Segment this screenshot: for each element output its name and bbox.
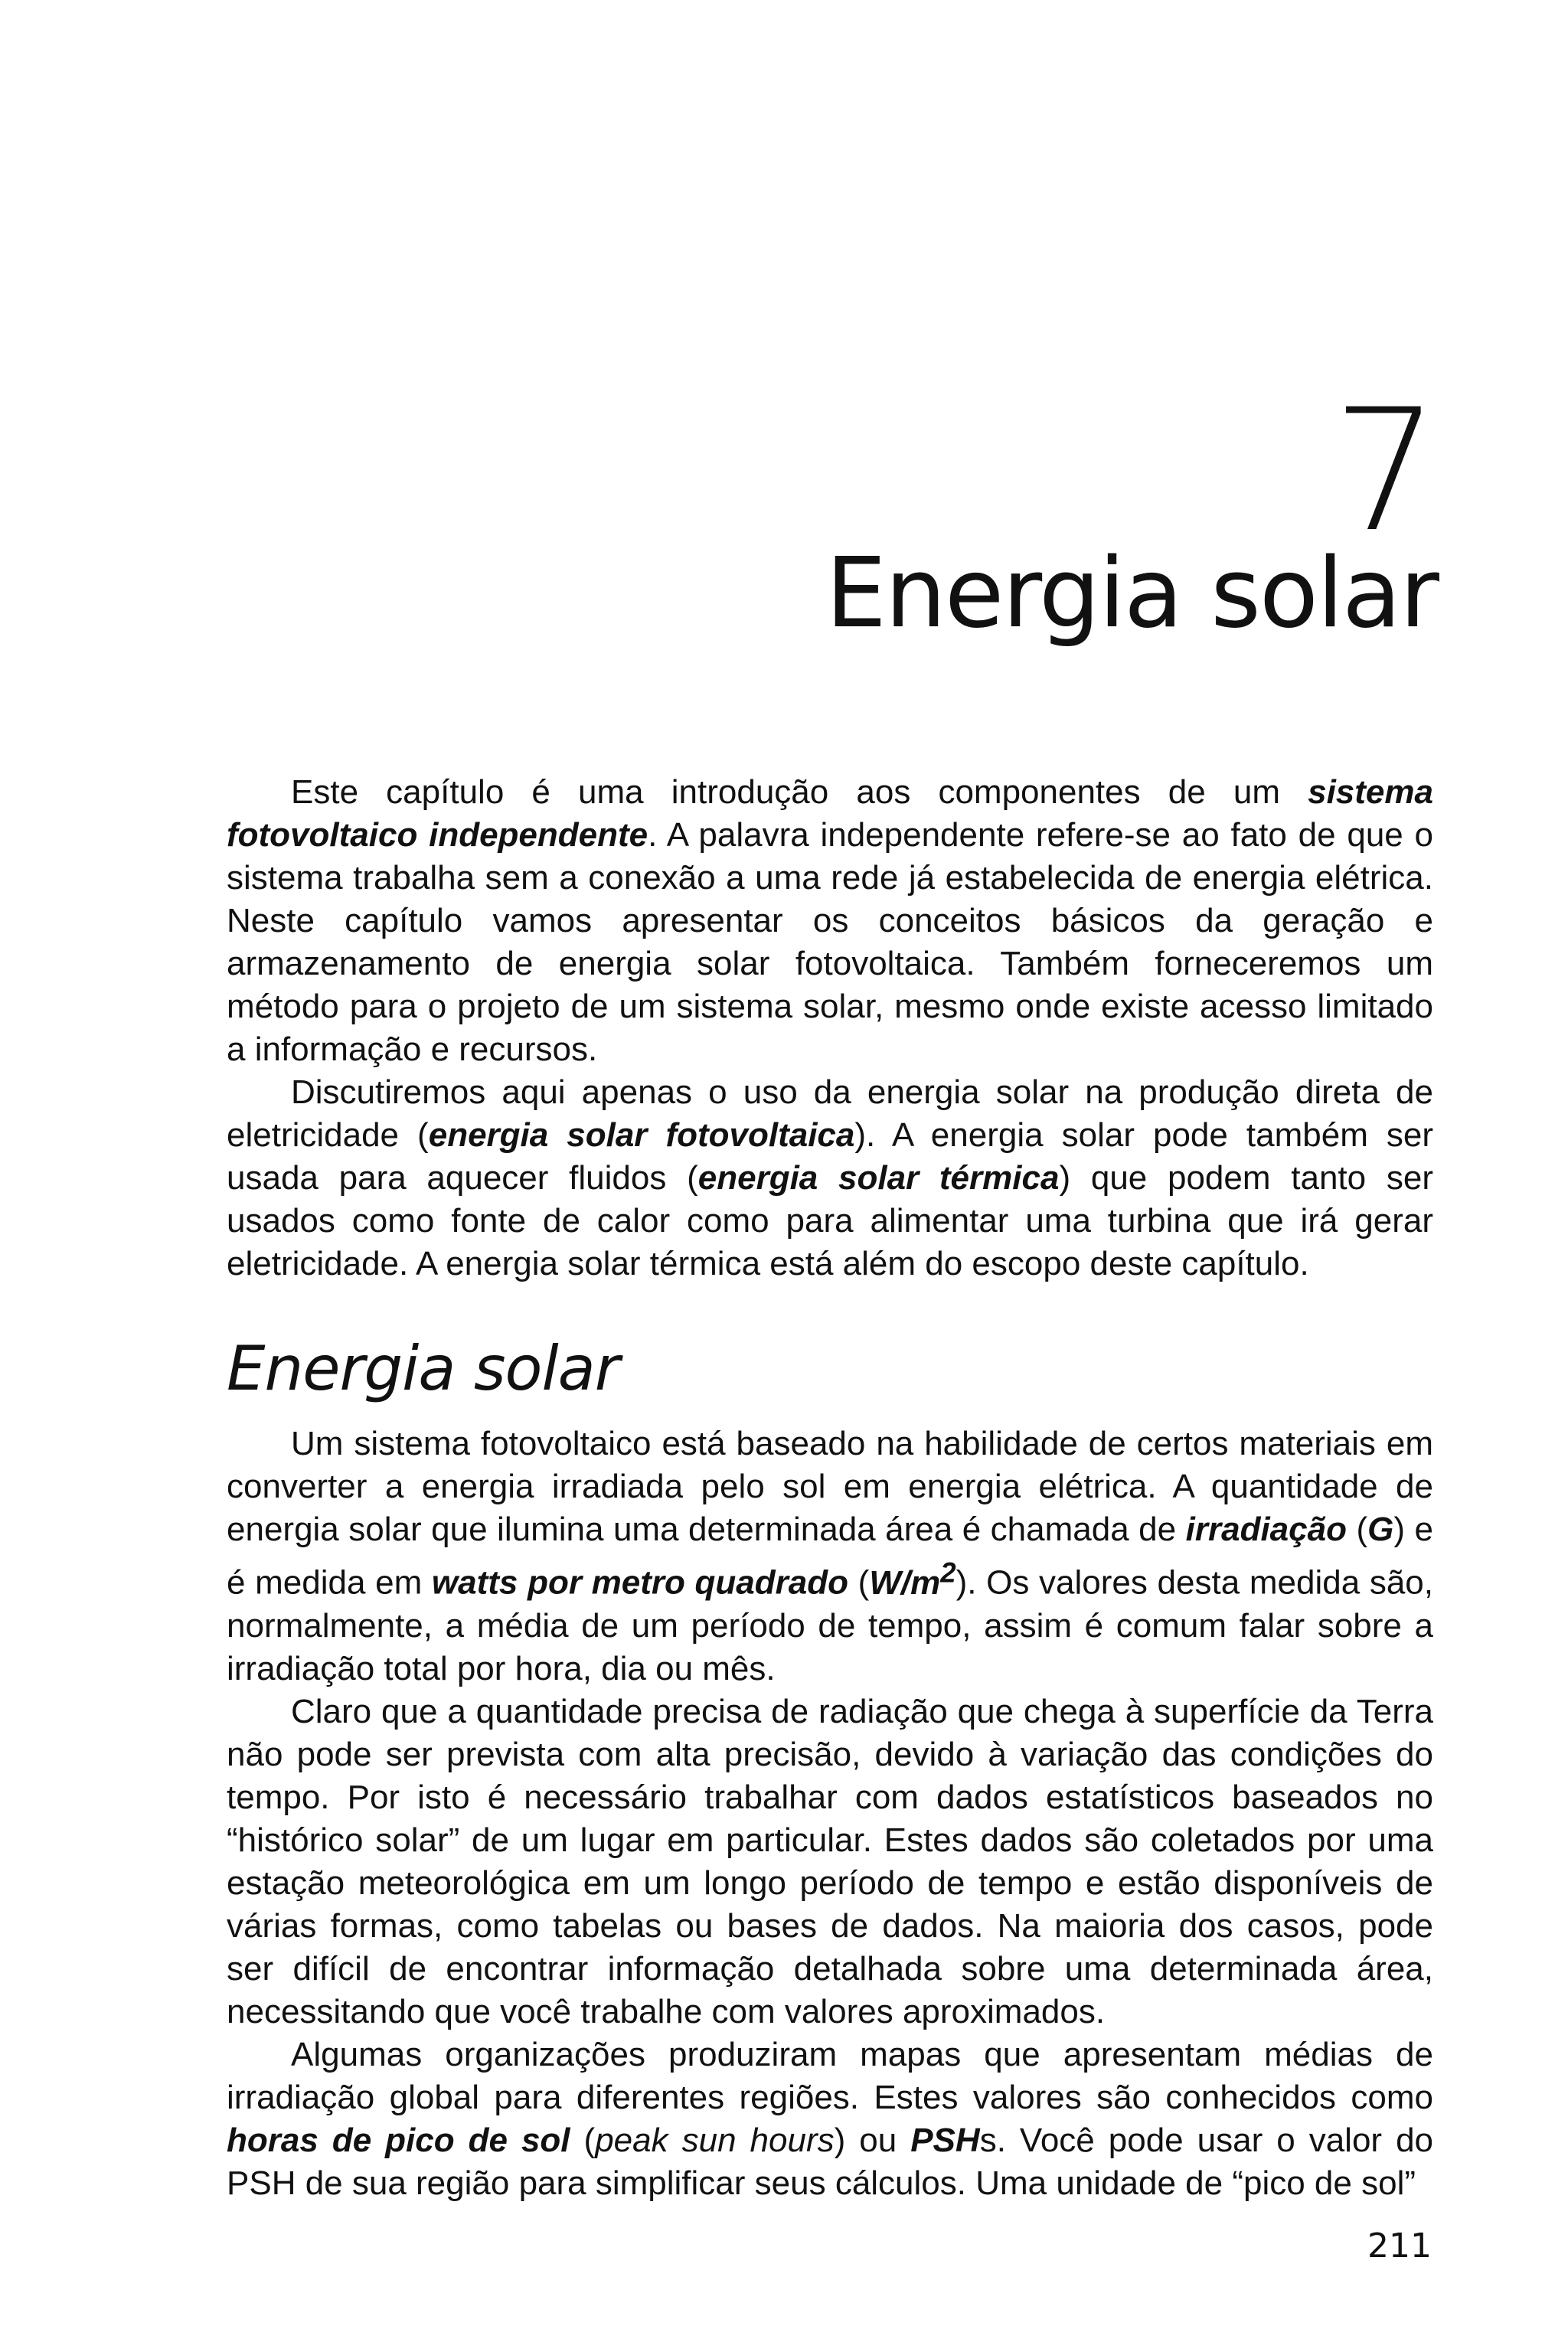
section-heading: Energia solar [227, 1333, 619, 1404]
text-run: s. Você pode usar o valor do PSH de sua região para simplificar seus cálculos. Uma unidade de “pico de sol” [227, 2121, 1434, 2202]
text-run: . A palavra independente refere-se ao fato de que o sistema trabalha sem a conexão a uma rede já estabelecida de energia elétrica. Neste capítulo vamos apresentar os conceitos básicos da geração e armazenamento de energia solar fotovoltaica. Também forneceremos um método para o projeto de um sistema solar, mesmo onde existe acesso limitado a informação e recursos. [227, 816, 1433, 1068]
text-run: ). Os valores desta medida são, normalmente, a média de um período de tempo, assim é comum falar sobre a irradiação total por hora, dia ou mês. [227, 1563, 1433, 1687]
text-run: Este capítulo é uma introdução aos componentes de um [291, 773, 1308, 811]
text-run: ) ou [834, 2121, 911, 2159]
term-watts-por-metro-quadrado: watts por metro quadrado [431, 1563, 848, 1602]
term-g-symbol: G [1367, 1511, 1394, 1548]
term-sistema-fotovoltaico-independente: sistema fotovoltaico independente [227, 773, 1433, 854]
term-psh: PSH [910, 2121, 980, 2159]
text-run: Claro que a quantidade precisa de radiação que chega à superfície da Terra não pode ser prevista com alta precisão, devido à variação das condições do tempo. Por isto é necessário trabalhar com dados estatísticos baseados no “histórico solar” de um lugar em particular. Estes dados são coletados por uma estação meteorológica em um longo período de tempo e estão disponíveis de várias formas, como tabelas ou bases de dados. Na maioria dos casos, pode ser difícil de encontrar informação detalhada sobre uma determinada área, necessitando que você trabalhe com valores aproximados. [227, 1692, 1433, 2030]
text-run: ( [1346, 1511, 1368, 1548]
section-energia-solar [227, 1333, 1434, 2205]
text-run: ). A energia solar pode também ser usada para aquecer fluidos ( [227, 1116, 1433, 1197]
chapter-title: Energia solar [825, 537, 1438, 649]
text-run: Discutiremos aqui apenas o uso da energia solar na produção direta de eletricidade ( [227, 1073, 1433, 1154]
term-irradiacao: irradiação [1185, 1511, 1347, 1548]
term-horas-de-pico-de-sol: horas de pico de sol [227, 2121, 570, 2159]
unit-exponent: 2 [940, 1557, 956, 1588]
text-run: ( [570, 2121, 596, 2159]
term-unit-w-m2 [869, 1557, 956, 1602]
chapter-number: 7 [1332, 373, 1438, 569]
intro-paragraph-1 [227, 771, 1433, 1071]
page-number: 211 [1367, 2226, 1432, 2265]
term-peak-sun-hours: peak sun hours [595, 2121, 835, 2159]
intro-text [227, 771, 1433, 1285]
text-run: ) que podem tanto ser usados como fonte de calor como para alimentar uma turbina que irá gerar eletricidade. A energia solar térmica está além do escopo deste capítulo. [227, 1159, 1433, 1282]
unit-base: W/m [869, 1563, 941, 1602]
section-paragraph-3 [227, 2034, 1433, 2205]
intro-paragraph-2 [227, 1071, 1433, 1285]
term-energia-solar-termica: energia solar térmica [697, 1159, 1060, 1197]
text-run: ( [848, 1563, 870, 1602]
text-run: Um sistema fotovoltaico está baseado na habilidade de certos materiais em converter a energia irradiada pelo sol em energia elétrica. A quantidade de energia solar que ilumina uma determinada área é chamada de [227, 1425, 1433, 1548]
text-run: Algumas organizações produziram mapas que apresentam médias de irradiação global para diferentes regiões. Estes valores são conhecidos como [227, 2035, 1433, 2116]
section-paragraph-1 [227, 1423, 1433, 1690]
term-energia-solar-fotovoltaica: energia solar fotovoltaica [428, 1116, 855, 1154]
section-paragraph-2 [227, 1690, 1433, 2034]
text-run: ) e é medida em [227, 1511, 1433, 1602]
